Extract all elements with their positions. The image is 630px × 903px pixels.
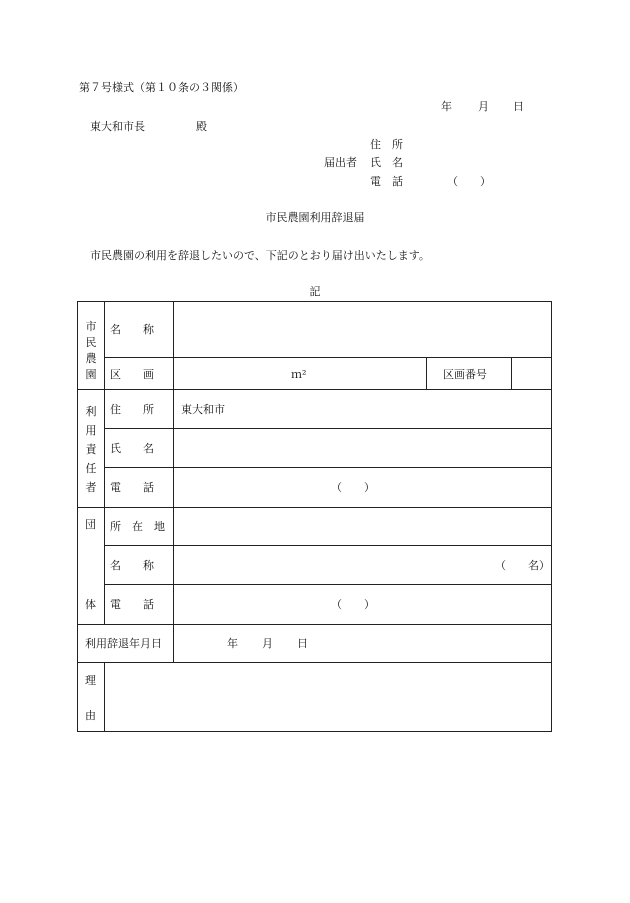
addressee: 東大和市長 [90, 120, 145, 133]
user-phone-paren: （ ） [331, 481, 375, 494]
withdraw-date-label: 利用辞退年月日 [85, 637, 162, 650]
user-address-value: 東大和市 [181, 403, 225, 416]
plot-number-label: 区画番号 [443, 368, 487, 381]
document-title: 市民農園利用辞退届 [265, 211, 365, 224]
farm-group-label: 市 民 農 園 [85, 320, 97, 381]
user-name-label: 氏 名 [110, 442, 154, 455]
date-day-label: 日 [513, 100, 524, 113]
form-table [77, 301, 552, 732]
group-location-label: 所 在 地 [110, 520, 165, 533]
group-label-bottom: 体 [85, 598, 96, 611]
form-number: 第７号様式（第１０条の３関係） [79, 81, 244, 94]
withdraw-day: 日 [297, 637, 308, 650]
group-label-top: 団 [85, 518, 96, 531]
group-phone-label: 電 話 [110, 598, 154, 611]
body-text: 市民農園の利用を辞退したいので、下記のとおり届け出いたします。 [90, 249, 430, 262]
date-month-label: 月 [478, 100, 489, 113]
applicant-phone-paren: （ ） [447, 175, 491, 188]
user-group-label: 利 用 責 任 者 [85, 405, 97, 494]
farm-plot-label: 区 画 [110, 368, 154, 381]
applicant-label: 届出者 [324, 156, 357, 169]
reason-label-top: 理 [85, 674, 96, 687]
reason-label-bottom: 由 [85, 709, 96, 722]
withdraw-year: 年 [227, 637, 238, 650]
date-year-label: 年 [441, 100, 452, 113]
group-name-label: 名 称 [110, 559, 154, 572]
applicant-address-label: 住 所 [370, 138, 403, 151]
user-phone-label: 電 話 [110, 481, 154, 494]
ki-label: 記 [309, 285, 321, 298]
area-unit: ｍ² [291, 368, 307, 381]
honorific: 殿 [196, 120, 207, 133]
applicant-phone-label: 電 話 [370, 175, 403, 188]
farm-name-label: 名 称 [110, 323, 154, 336]
withdraw-month: 月 [262, 637, 273, 650]
group-count-paren: （ 名） [495, 559, 550, 572]
user-address-label: 住 所 [110, 403, 154, 416]
group-phone-paren: （ ） [331, 598, 375, 611]
applicant-name-label: 氏 名 [370, 156, 403, 169]
